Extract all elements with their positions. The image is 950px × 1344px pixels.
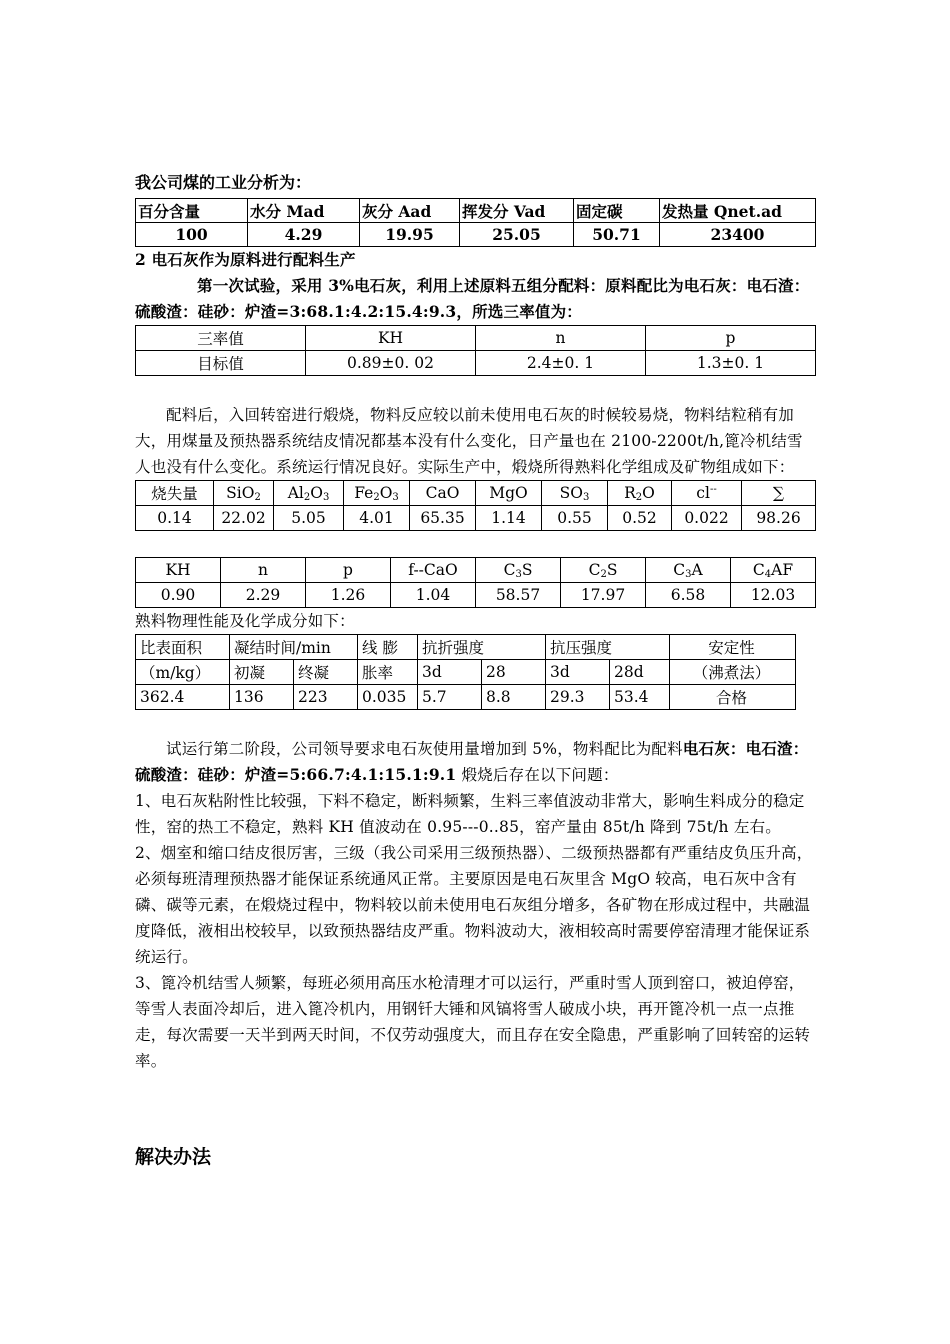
c3s-label: C <box>503 560 516 579</box>
table-header: p <box>646 326 816 351</box>
table-header: 安定性 <box>670 635 796 660</box>
c4af-label: C <box>752 560 765 579</box>
table-header: $C_4AF$ <box>731 558 816 583</box>
table-row <box>136 223 816 247</box>
trial-2-text: 试运行第二阶段，公司领导要求电石灰使用量增加到 5%，物料配比为配料 <box>166 740 683 758</box>
table-header: MgO <box>476 481 542 506</box>
table-cell: 58.57 <box>476 583 561 608</box>
table-header: 固定碳 <box>574 199 660 223</box>
table-row <box>136 685 796 710</box>
table-header: 比表面积 <box>136 635 230 660</box>
table-header: （沸煮法） <box>670 660 796 685</box>
table-header: 28d <box>610 660 670 685</box>
table-header: 抗压强度 <box>546 635 670 660</box>
table-row <box>136 199 816 223</box>
cl-label: cl <box>696 484 710 503</box>
table-row <box>136 326 816 351</box>
table-header: 28 <box>482 660 546 685</box>
table-cell: 0.52 <box>608 506 672 531</box>
table-cell: 1.3±0. 1 <box>646 351 816 376</box>
table-cell: 29.3 <box>546 685 610 710</box>
table-header: n <box>476 326 646 351</box>
al2o3-label: Al <box>287 483 304 502</box>
c3a-label: C <box>673 560 686 579</box>
document-page <box>135 172 815 1169</box>
table-header: 三率值 <box>136 326 306 351</box>
table-row <box>136 660 796 685</box>
sio2-label: SiO <box>226 483 255 502</box>
table-row <box>136 506 816 531</box>
table-cell: 5.7 <box>418 685 482 710</box>
table-row <box>136 351 816 376</box>
table-header: 终凝 <box>294 660 358 685</box>
table-cell: 1.26 <box>306 583 391 608</box>
table-header: $C_2S$ <box>561 558 646 583</box>
table-cell: 98.26 <box>742 506 816 531</box>
table-cell: 23400 <box>660 223 816 247</box>
table-header: 发热量 Qnet.ad <box>660 199 816 223</box>
table-cell: 19.95 <box>360 223 460 247</box>
table-header: 胀率 <box>358 660 418 685</box>
table-row <box>136 583 816 608</box>
table-header: 烧失量 <box>136 481 214 506</box>
issue-1: 1、电石灰粘附性比较强，下料不稳定，断料频繁，生料三率值波动非常大，影响生料成分的稳定性，窑的热工不稳定，熟料 KH 值波动在 0.95---0..85，窑产量由 85t/h 降到 75t/h 左右。 <box>135 792 805 836</box>
table-cell: 53.4 <box>610 685 670 710</box>
physical-caption: 熟料物理性能及化学成分如下： <box>135 612 355 630</box>
table-cell: 合格 <box>670 685 796 710</box>
so3-label: SO <box>559 483 583 502</box>
trial-2-paragraph <box>135 736 815 788</box>
table-cell: 0.90 <box>136 583 221 608</box>
table-header: 凝结时间/min <box>230 635 358 660</box>
table-header: 水分 Mad <box>248 199 360 223</box>
table-cell: 目标值 <box>136 351 306 376</box>
table-header: 3d <box>546 660 610 685</box>
table-header: f--CaO <box>391 558 476 583</box>
table-header: ∑ <box>742 481 816 506</box>
table-header: 百分含量 <box>136 199 248 223</box>
table-header: $C_3A$ <box>646 558 731 583</box>
table-header: KH <box>306 326 476 351</box>
fe2o3-label: Fe <box>354 483 374 502</box>
table-cell: 17.97 <box>561 583 646 608</box>
table-header: $Fe_2O_3$ <box>344 481 410 506</box>
table-header: 初凝 <box>230 660 294 685</box>
table-cell: 22.02 <box>214 506 274 531</box>
table-header: KH <box>136 558 221 583</box>
table-header: 挥发分 Vad <box>460 199 574 223</box>
table-cell: 6.58 <box>646 583 731 608</box>
table-cell: 0.022 <box>672 506 742 531</box>
trial-2-tail: 煅烧后存在以下问题： <box>456 766 619 784</box>
table-header: SiO$_2$ <box>214 481 274 506</box>
table-cell: 65.35 <box>410 506 476 531</box>
table-header: CaO <box>410 481 476 506</box>
section-2-title: 2 电石灰作为原料进行配料生产 <box>135 250 356 269</box>
table-cell: 4.29 <box>248 223 360 247</box>
table-cell: 0.14 <box>136 506 214 531</box>
clinker-mineral-table <box>135 557 816 608</box>
table-header: p <box>306 558 391 583</box>
table-header: 3d <box>418 660 482 685</box>
issue-3: 3、篦冷机结雪人频繁，每班必须用高压水枪清理才可以运行，严重时雪人顶到窑口，被迫停窑，等雪人表面冷却后，进入篦冷机内，用钢钎大锤和风镐将雪人破成小块，再开篦冷机一点一点推走，每次需要一天半到两天时间，不仅劳动强度大，而且存在安全隐患，严重影响了回转窑的运转率。 <box>135 974 811 1070</box>
trial-1-paragraph: 第一次试验，采用 3%电石灰，利用上述原料五组分配料：原料配比为电石灰：电石渣：硫酸渣：硅砂：炉渣=3:68.1:4.2:15.4:9.3，所选三率值为： <box>135 276 810 321</box>
table-header: cl-- <box>672 481 742 506</box>
table-header: 线 膨 <box>358 635 418 660</box>
table-header: $R_2O$ <box>608 481 672 506</box>
physical-properties-table <box>135 634 796 710</box>
issue-2: 2、烟室和缩口结皮很厉害，三级（我公司采用三级预热器）、二级预热器都有严重结皮负压升高，必须每班清理预热器才能保证系统通风正常。主要原因是电石灰里含 MgO 较高，电石灰中含有磷、碳等元素，在煅烧过程中，物料较以前未使用电石灰组分增多，各矿物在形成过程中，共融温度降低，液相出校较早，以致预热器结皮严重。物料波动大，液相较高时需要停窑清理才能保证系统运行。 <box>135 844 813 966</box>
table-cell: 136 <box>230 685 294 710</box>
table-cell: 0.89±0. 02 <box>306 351 476 376</box>
table-cell: 0.55 <box>542 506 608 531</box>
table-row <box>136 635 796 660</box>
table-header: $Al_2O_3$ <box>274 481 344 506</box>
table-header: 抗折强度 <box>418 635 546 660</box>
table-cell: 2.4±0. 1 <box>476 351 646 376</box>
production-paragraph: 配料后，入回转窑进行煅烧，物料反应较以前未使用电石灰的时候较易烧，物料结粒稍有加大，用煤量及预热器系统结皮情况都基本没有什么变化，日产量也在 2100-2200t/h,篦冷机结雪人也没有什么变化。系统运行情况良好。实际生产中，煅烧所得熟料化学组成及矿物组成如下： <box>135 406 803 476</box>
table-cell: 12.03 <box>731 583 816 608</box>
table-cell: 1.04 <box>391 583 476 608</box>
table-cell: 2.29 <box>221 583 306 608</box>
table-cell: 25.05 <box>460 223 574 247</box>
table-header: $SO_3$ <box>542 481 608 506</box>
table-row <box>136 558 816 583</box>
coal-analysis-table <box>135 198 816 247</box>
table-cell: 0.035 <box>358 685 418 710</box>
table-header: $C_3S$ <box>476 558 561 583</box>
table-header: n <box>221 558 306 583</box>
c2s-label: C <box>588 560 601 579</box>
table-header: （m/kg） <box>136 660 230 685</box>
table-row <box>136 481 816 506</box>
table-cell: 8.8 <box>482 685 546 710</box>
clinker-chemistry-table <box>135 480 816 531</box>
solution-heading: 解决办法 <box>135 1146 212 1168</box>
table-cell: 362.4 <box>136 685 230 710</box>
table-cell: 223 <box>294 685 358 710</box>
table-cell: 4.01 <box>344 506 410 531</box>
r2o-label: R <box>624 483 636 502</box>
table-cell: 5.05 <box>274 506 344 531</box>
table-cell: 50.71 <box>574 223 660 247</box>
table-header: 灰分 Aad <box>360 199 460 223</box>
coal-caption: 我公司煤的工业分析为： <box>135 173 312 192</box>
ratio-table <box>135 325 816 376</box>
table-cell: 100 <box>136 223 248 247</box>
table-cell: 1.14 <box>476 506 542 531</box>
trial-2-ratio: 电石灰：电石渣：硫酸渣：硅砂：炉渣=5:66.7:4.1:15.1:9.1 <box>135 739 809 784</box>
